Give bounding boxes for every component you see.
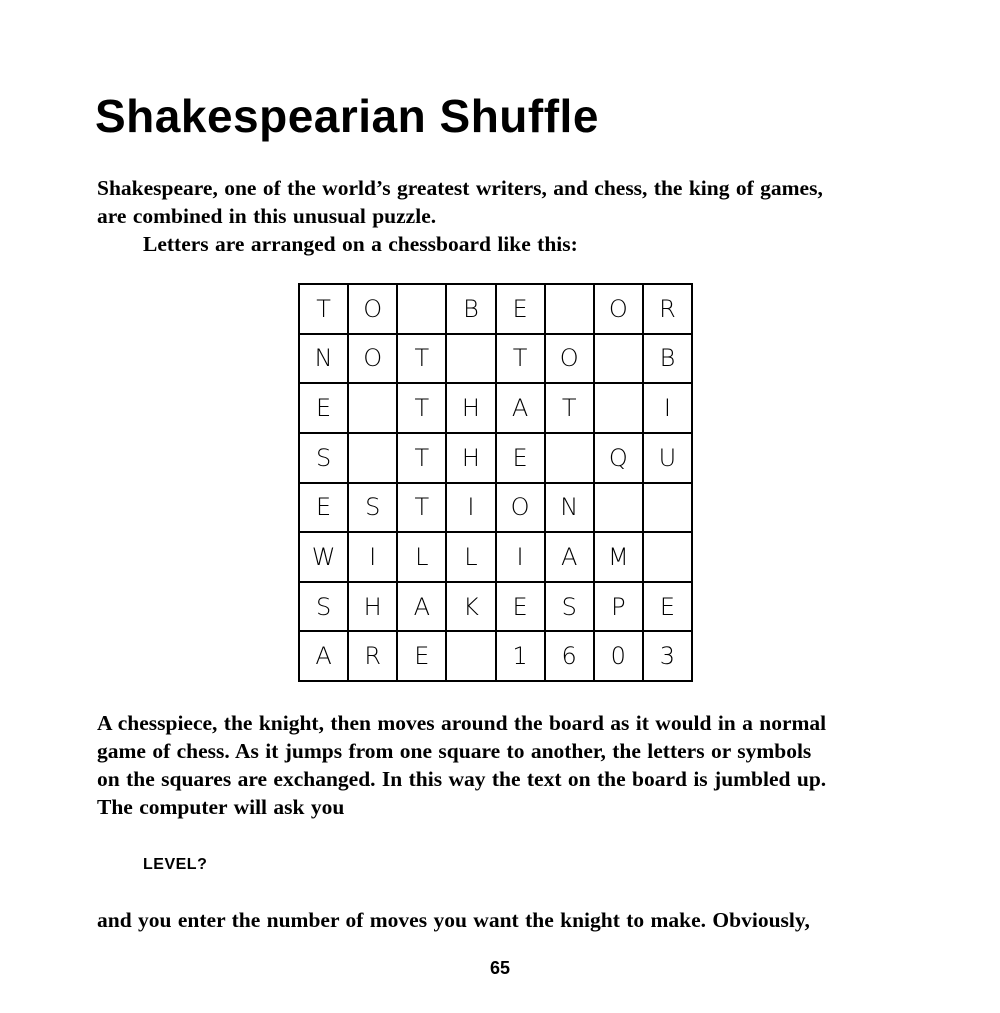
board-cell: A [299,631,348,681]
board-cell [545,284,594,334]
intro-line-2: are combined in this unusual puzzle. [97,204,437,228]
board-cell [594,483,643,533]
board-cell [397,284,446,334]
board-row [299,284,692,334]
board-row [299,582,692,632]
board-cell: O [348,334,397,384]
board-row [299,334,692,384]
board-cell: I [348,532,397,582]
board-cell: O [545,334,594,384]
body-line-3: on the squares are exchanged. In this way the text on the board is jumbled up. [97,767,827,791]
board-cell: N [299,334,348,384]
board-cell [643,532,692,582]
board-cell: O [594,284,643,334]
board-cell: R [643,284,692,334]
board-cell: K [446,582,495,632]
board-row [299,433,692,483]
board-cell: H [446,383,495,433]
board-cell: I [446,483,495,533]
intro-line-1: Shakespeare, one of the world’s greatest writers, and chess, the king of games, [97,176,823,200]
board-row [299,631,692,681]
board-cell: E [397,631,446,681]
board-cell: 6 [545,631,594,681]
board-cell: R [348,631,397,681]
board-cell: A [545,532,594,582]
board-row [299,483,692,533]
page-title: Shakespearian Shuffle [95,90,599,142]
board-cell: T [397,334,446,384]
board-cell: Q [594,433,643,483]
board-cell: 0 [594,631,643,681]
board-cell: T [397,433,446,483]
board-cell [348,433,397,483]
board-cell: A [397,582,446,632]
board-cell: 1 [496,631,545,681]
board-cell: E [496,582,545,632]
board-cell: S [348,483,397,533]
board-cell: M [594,532,643,582]
board-row [299,532,692,582]
board-cell: B [643,334,692,384]
board-cell [446,334,495,384]
board-cell: E [299,383,348,433]
board-cell: L [397,532,446,582]
board-cell [348,383,397,433]
page-number: 65 [489,958,511,978]
board-cell: T [299,284,348,334]
board-cell: I [643,383,692,433]
intro-line-3: Letters are arranged on a chessboard like this: [143,232,578,256]
board-cell: E [299,483,348,533]
board-cell: I [496,532,545,582]
board-cell: S [299,433,348,483]
board-cell: B [446,284,495,334]
chessboard-grid [298,283,693,682]
board-cell: T [397,383,446,433]
board-cell: W [299,532,348,582]
board-cell [594,383,643,433]
board-cell [643,483,692,533]
board-cell [545,433,594,483]
board-cell: H [446,433,495,483]
board-cell: E [496,284,545,334]
body-line-4: The computer will ask you [97,795,345,819]
level-prompt: LEVEL? [143,856,208,873]
board-cell: E [643,582,692,632]
board-cell [446,631,495,681]
board-cell: E [496,433,545,483]
body-line-2: game of chess. As it jumps from one square to another, the letters or symbols [97,739,812,763]
board-cell: U [643,433,692,483]
board-cell: A [496,383,545,433]
board-cell: H [348,582,397,632]
board-cell: O [496,483,545,533]
board-cell: P [594,582,643,632]
board-row [299,383,692,433]
closing-line: and you enter the number of moves you want the knight to make. Obviously, [97,908,810,932]
board-cell [594,334,643,384]
board-cell: T [397,483,446,533]
board-cell: T [545,383,594,433]
board-cell: S [545,582,594,632]
body-line-1: A chesspiece, the knight, then moves around the board as it would in a normal [97,711,827,735]
board-cell: T [496,334,545,384]
board-cell: O [348,284,397,334]
board-cell: 3 [643,631,692,681]
board-cell: S [299,582,348,632]
board-cell: L [446,532,495,582]
board-cell: N [545,483,594,533]
